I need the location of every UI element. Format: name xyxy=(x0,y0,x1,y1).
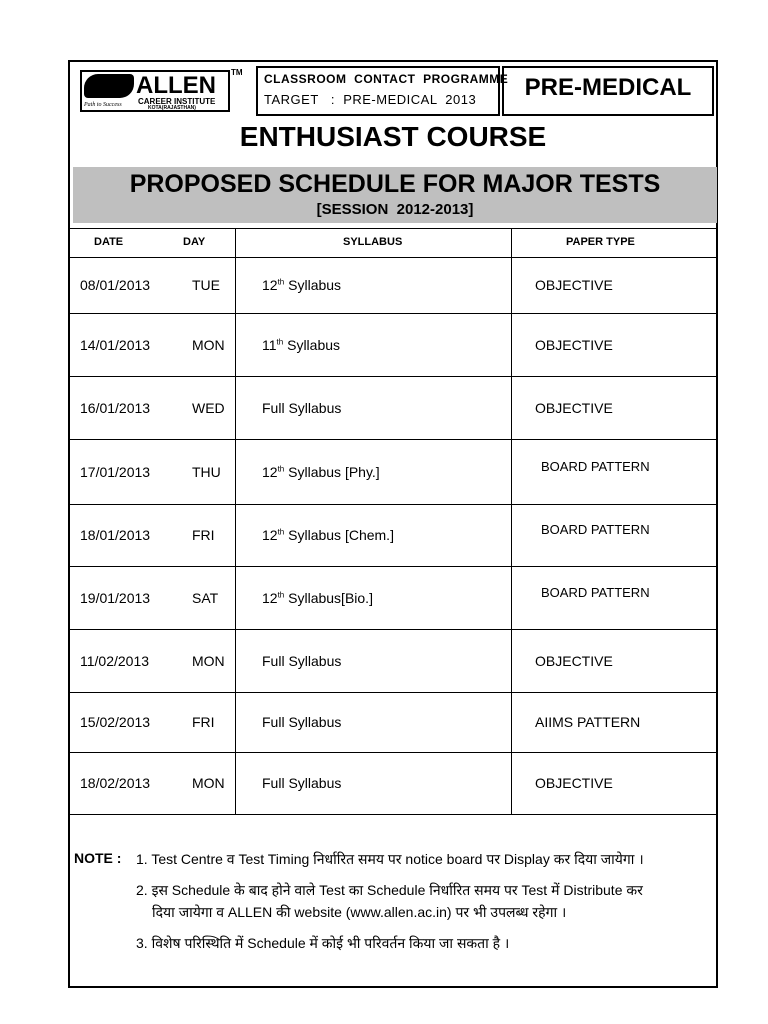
cell-paper-type: OBJECTIVE xyxy=(535,337,613,353)
syllabus-text: 12 xyxy=(262,464,278,480)
programme-label: CLASSROOM CONTACT PROGRAMME xyxy=(264,72,509,86)
syllabus-text: 12 xyxy=(262,527,278,543)
cell-day: MON xyxy=(192,337,225,353)
logo-tagline: Path to Success xyxy=(84,102,122,108)
table-rule xyxy=(68,313,718,314)
table-rule xyxy=(68,257,718,258)
syllabus-detail: Syllabus[Bio.] xyxy=(284,590,373,606)
note-3: 3. विशेष परिस्थिति में Schedule में कोई भी परिवर्तन किया जा सकता है । xyxy=(136,935,510,951)
allen-logo xyxy=(80,70,230,112)
syllabus-text: Full Syllabus xyxy=(262,775,342,791)
logo-subtitle: CAREER INSTITUTE xyxy=(138,97,216,106)
syllabus-text: Full Syllabus xyxy=(262,714,342,730)
header-date: DATE xyxy=(94,236,124,248)
note-1: 1. Test Centre व Test Timing निर्धारित समय पर notice board पर Display कर दिया जायेगा । xyxy=(136,851,644,867)
cell-paper-type: BOARD PATTERN xyxy=(541,585,650,600)
table-rule xyxy=(68,752,718,753)
cell-paper-type: OBJECTIVE xyxy=(535,400,613,416)
header-day: DAY xyxy=(183,236,206,248)
logo-emblem-icon xyxy=(84,74,134,98)
table-rule xyxy=(68,376,718,377)
cell-paper-type: BOARD PATTERN xyxy=(541,459,650,474)
table-rule xyxy=(235,228,236,814)
cell-date: 16/01/2013 xyxy=(80,400,151,416)
syllabus-ordinal: th xyxy=(277,277,285,287)
cell-syllabus xyxy=(262,400,341,416)
syllabus-text: Full Syllabus xyxy=(262,400,342,416)
schedule-title: PROPOSED SCHEDULE FOR MAJOR TESTS xyxy=(129,170,661,198)
logo-location: KOTA(RAJASTHAN) xyxy=(148,105,196,111)
table-rule xyxy=(68,228,718,229)
cell-day: MON xyxy=(192,775,225,791)
cell-day: MON xyxy=(192,653,225,669)
syllabus-ordinal: th xyxy=(277,527,285,537)
syllabus-detail: Syllabus [Phy.] xyxy=(284,464,380,480)
cell-date: 08/01/2013 xyxy=(80,277,151,293)
table-rule xyxy=(68,504,718,505)
syllabus-text: 11 xyxy=(262,337,277,353)
cell-paper-type: OBJECTIVE xyxy=(535,653,613,669)
cell-date: 17/01/2013 xyxy=(80,464,151,480)
header-paper-type: PAPER TYPE xyxy=(566,236,635,248)
cell-date: 11/02/2013 xyxy=(80,653,150,669)
trademark: TM xyxy=(231,68,243,77)
syllabus-text: Full Syllabus xyxy=(262,653,342,669)
cell-date: 18/01/2013 xyxy=(80,527,151,543)
syllabus-text: 12 xyxy=(262,590,278,606)
syllabus-detail: Syllabus [Chem.] xyxy=(284,527,394,543)
syllabus-text: 12 xyxy=(262,277,278,293)
cell-day: THU xyxy=(192,464,221,480)
logo-brand: ALLEN xyxy=(136,72,216,99)
cell-syllabus xyxy=(262,714,341,730)
header-syllabus: SYLLABUS xyxy=(343,236,403,248)
note-2-cont: दिया जायेगा व ALLEN की website (www.allen.ac.in) पर भी उपलब्ध रहेगा । xyxy=(152,904,567,920)
cell-day: WED xyxy=(192,400,225,416)
cell-date: 19/01/2013 xyxy=(80,590,151,606)
syllabus-ordinal: th xyxy=(277,590,285,600)
cell-day: SAT xyxy=(192,590,219,606)
table-rule xyxy=(68,692,718,693)
cell-date: 18/02/2013 xyxy=(80,775,151,791)
cell-date: 14/01/2013 xyxy=(80,337,151,353)
cell-day: FRI xyxy=(192,714,215,730)
cell-syllabus xyxy=(262,277,341,293)
table-rule xyxy=(511,228,512,814)
target-label: TARGET : PRE-MEDICAL 2013 xyxy=(264,92,477,107)
cell-day: TUE xyxy=(192,277,220,293)
cell-day: FRI xyxy=(192,527,215,543)
cell-syllabus xyxy=(262,527,394,543)
syllabus-ordinal: th xyxy=(277,464,285,474)
cell-syllabus xyxy=(262,653,341,669)
note-label: NOTE : xyxy=(74,850,122,866)
cell-syllabus xyxy=(262,337,340,353)
syllabus-detail: Syllabus xyxy=(284,277,342,293)
cell-paper-type: AIIMS PATTERN xyxy=(535,714,641,730)
cell-paper-type: OBJECTIVE xyxy=(535,775,613,791)
category-label: PRE-MEDICAL xyxy=(524,74,692,101)
cell-syllabus xyxy=(262,464,380,480)
table-rule xyxy=(68,814,718,815)
table-rule xyxy=(68,629,718,630)
table-rule xyxy=(68,566,718,567)
table-rule xyxy=(68,439,718,440)
note-2: 2. इस Schedule के बाद होने वाले Test का Schedule निर्धारित समय पर Test में Distribute कर xyxy=(136,882,643,898)
cell-syllabus xyxy=(262,590,373,606)
syllabus-detail: Syllabus xyxy=(283,337,341,353)
cell-paper-type: BOARD PATTERN xyxy=(541,522,650,537)
session-label: [SESSION 2012-2013] xyxy=(316,201,474,218)
cell-paper-type: OBJECTIVE xyxy=(535,277,613,293)
cell-date: 15/02/2013 xyxy=(80,714,151,730)
course-title: ENTHUSIAST COURSE xyxy=(239,121,547,152)
cell-syllabus xyxy=(262,775,341,791)
syllabus-ordinal: th xyxy=(276,337,284,347)
